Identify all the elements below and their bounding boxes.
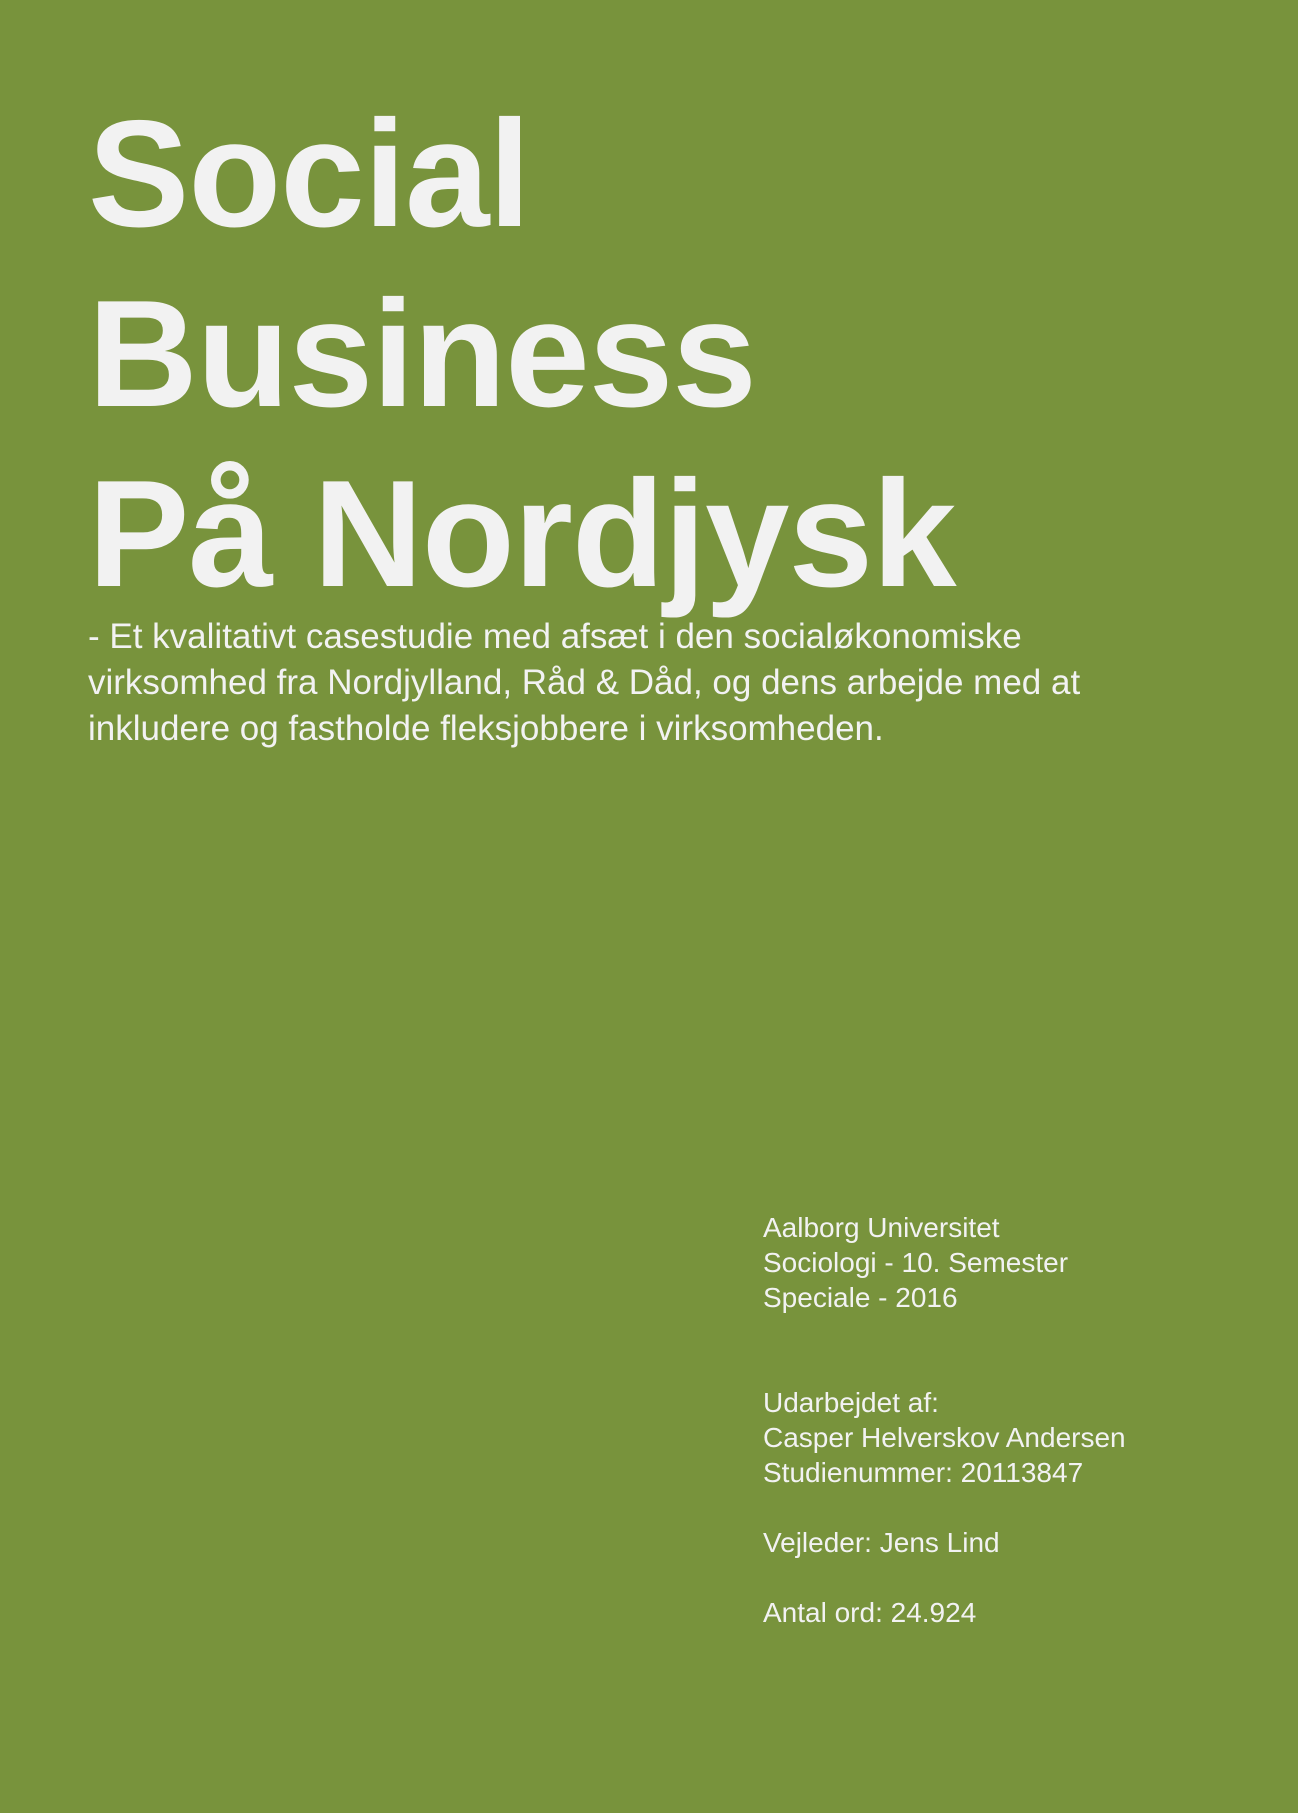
subtitle-line-3: inkludere og fastholde fleksjobbere i virksomheden.: [88, 709, 884, 748]
spacer: [763, 1490, 1283, 1525]
student-number: Studienummer: 20113847: [763, 1457, 1084, 1488]
supervisor: Vejleder: Jens Lind: [763, 1527, 1000, 1558]
program-name: Sociologi - 10. Semester: [763, 1247, 1069, 1278]
title-line-1: Social: [88, 89, 530, 259]
spacer: [763, 1560, 1283, 1595]
page-title: [88, 84, 956, 624]
title-line-2: Business: [88, 269, 756, 439]
subtitle: [88, 614, 1268, 752]
university-name: Aalborg Universitet: [763, 1212, 1000, 1243]
word-count: Antal ord: 24.924: [763, 1597, 977, 1628]
subtitle-line-1: - Et kvalitativt casestudie med afsæt i den socialøkonomiske: [88, 617, 1022, 656]
spacer: [763, 1315, 1283, 1385]
title-line-3: På Nordjysk: [88, 449, 956, 619]
thesis-type: Speciale - 2016: [763, 1282, 958, 1313]
subtitle-line-2: virksomhed fra Nordjylland, Råd & Dåd, og dens arbejde med at: [88, 663, 1081, 702]
author-label: Udarbejdet af:: [763, 1387, 939, 1418]
thesis-info: [763, 1210, 1283, 1630]
author-name: Casper Helverskov Andersen: [763, 1422, 1126, 1453]
